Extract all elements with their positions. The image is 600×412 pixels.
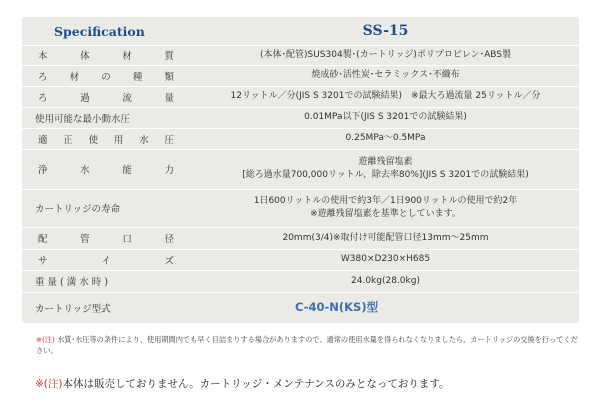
- spec-label: 重 量 ( 満 水 時 ): [35, 277, 109, 288]
- spec-row-working-pressure: [22, 128, 579, 150]
- spec-row-pipe-diameter: [22, 227, 579, 250]
- spec-label: ろ 材 の 種 類: [38, 71, 174, 83]
- spec-row-cartridge-model: [22, 292, 579, 323]
- spec-value: 0.25MPa～0.5MPa: [345, 133, 426, 143]
- spec-label: 浄 水 能 力: [38, 165, 174, 176]
- spec-row-weight: [22, 270, 579, 293]
- spec-label: カートリッジの寿命: [35, 204, 121, 215]
- spec-value: 20mm(3/4)※取付け可能配管口径13mm～25mm: [282, 232, 489, 243]
- spec-value: 0.01MPa以下(JIS S 3201での試験結果): [304, 112, 467, 122]
- specification-table: [22, 17, 579, 323]
- spec-value: W380×D230×H685: [340, 254, 431, 264]
- spec-row-size: [22, 249, 579, 271]
- spec-label: 配 管 口 径: [38, 234, 174, 245]
- spec-label: 使用可能な最小動水圧: [35, 113, 131, 125]
- spec-value: (本体･配管)SUS304製･(カートリッジ)ポリプロピレン･ABS製: [259, 49, 512, 60]
- note-text: 水質･水圧等の条件により、使用期間内でも早く目詰まりする場合がありますので、通常の使用水量を得られなくなりましたら、カートリッジの交換を行ってください。: [36, 335, 578, 355]
- spec-row-body-material: [22, 45, 579, 66]
- spec-header-label: Specification: [54, 23, 145, 39]
- spec-value: 12リットル／分(JIS S 3201での試験結果) ※最大ろ過流量 25リットル／分: [230, 91, 541, 101]
- sales-note-text: 本体は販売しておりません。カートリッジ・メンテナンスのみとなっております。: [62, 378, 450, 390]
- model-name: SS-15: [362, 22, 409, 39]
- spec-row-purification: [22, 149, 579, 190]
- sales-note-mark: ※(注): [35, 378, 63, 390]
- usage-note: [36, 334, 584, 356]
- cartridge-model-value: C-40-N(KS)型: [295, 300, 379, 314]
- spec-row-min-pressure: [22, 107, 579, 129]
- note-mark: ※(注): [36, 335, 55, 344]
- spec-row-flow-rate: [22, 86, 579, 108]
- spec-label: カートリッジ型式: [35, 303, 111, 315]
- spec-row-cartridge-life: [22, 189, 579, 228]
- spec-value: 焼成砂･活性炭･セラミックス･不織布: [311, 70, 460, 80]
- spec-value: 遊離残留塩素 [総ろ過水量700,000リットル、除去率80%](JIS S 3201での試験結果): [242, 157, 529, 180]
- spec-header-row: [22, 17, 579, 46]
- sales-note: [35, 376, 583, 391]
- spec-value: 1日600リットルの使用で約3年／1日900リットルの使用で約2年 ※遊離残留塩素を基準としています。: [253, 196, 518, 219]
- spec-row-filter-media: [22, 65, 579, 87]
- spec-label: ろ 過 流 量: [38, 92, 174, 104]
- spec-label: 本 体 材 質: [38, 51, 174, 62]
- spec-label: 適 正 使 用 水 圧: [38, 134, 174, 146]
- spec-value: 24.0kg(28.0kg): [351, 275, 420, 286]
- spec-label: サ イ ズ: [38, 255, 174, 267]
